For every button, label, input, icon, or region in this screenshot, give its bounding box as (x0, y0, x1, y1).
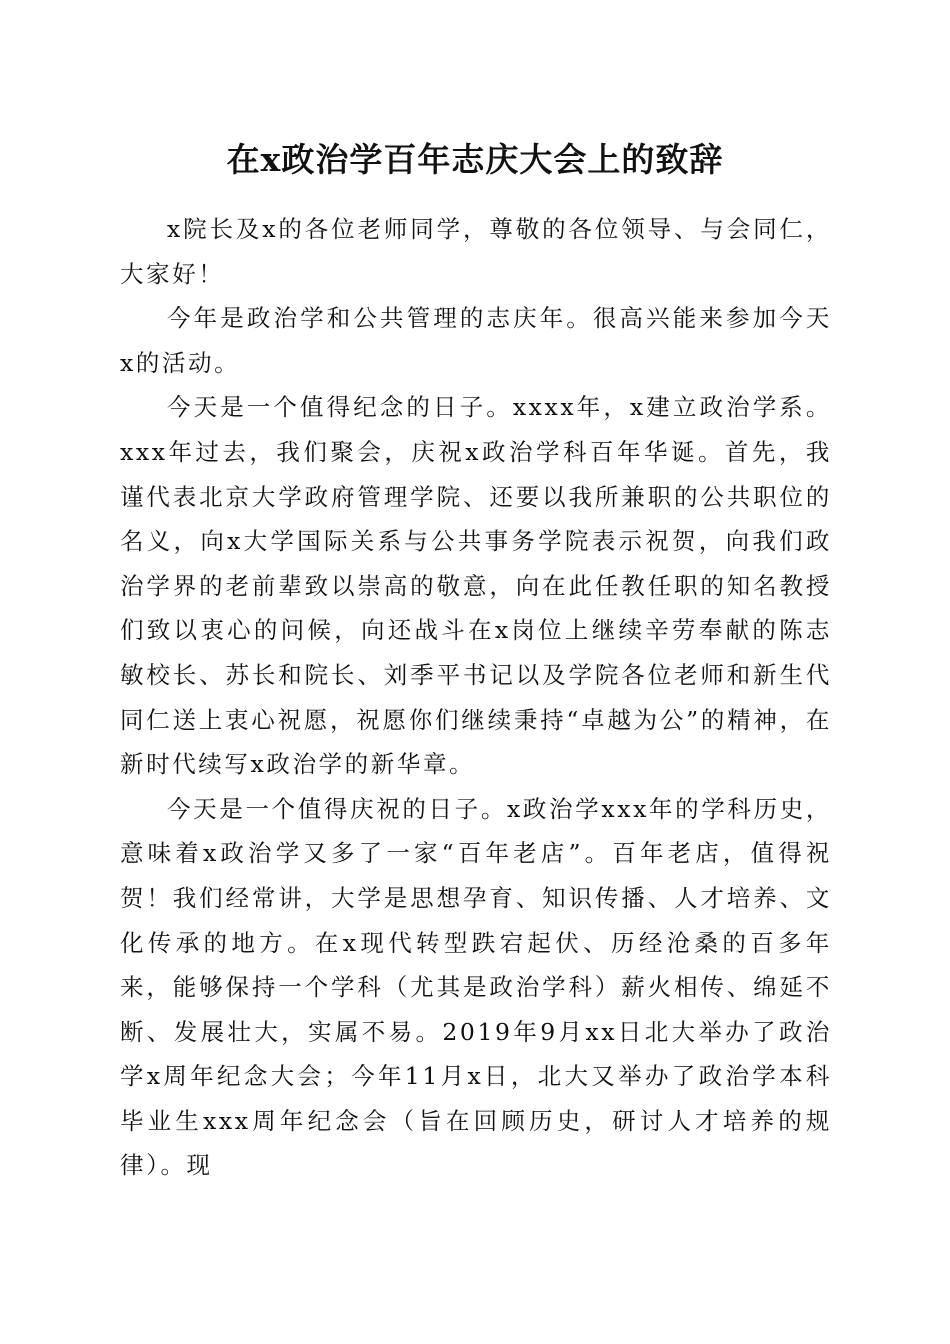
document-body (120, 207, 832, 1188)
paragraph-greeting: x院长及x的各位老师同学，尊敬的各位领导、与会同仁，大家好！ (120, 215, 832, 288)
paragraph-commemoration: 今天是一个值得纪念的日子。xxxx年，x建立政治学系。xxx年过去，我们聚会，庆祝x政治学科百年华诞。首先，我谨代表北京大学政府管理学院、还要以我所兼职的公共职位的名义，向x大学国际关系与公共事务学院表示祝贺，向我们政治学界的老前辈致以崇高的敬意，向在此任教任职的知名教授们致以衷心的问候，向还战斗在x岗位上继续辛劳奉献的陈志敏校长、苏长和院长、刘季平书记以及学院各位老师和新生代同仁送上衷心祝愿，祝愿你们继续秉持“卓越为公”的精神，在新时代续写x政治学的新华章。 (120, 393, 832, 779)
paragraph-intro: 今年是政治学和公共管理的志庆年。很高兴能来参加今天x的活动。 (120, 304, 832, 377)
paragraph-celebration: 今天是一个值得庆祝的日子。x政治学xxx年的学科历史，意味着x政治学又多了一家“百年老店”。百年老店，值得祝贺！我们经常讲，大学是思想孕育、知识传播、人才培养、文化传承的地方。在x现代转型跌宕起伏、历经沧桑的百多年来，能够保持一个学科（尤其是政治学科）薪火相传、绵延不断、发展壮大，实属不易。2019年9月xx日北大举办了政治学x周年纪念大会；今年11月x日，北大又举办了政治学本科毕业生xxx周年纪念会（旨在回顾历史，研讨人才培养的规律）。现 (120, 794, 832, 1180)
document-title: 在x政治学百年志庆大会上的致辞 (226, 140, 724, 179)
